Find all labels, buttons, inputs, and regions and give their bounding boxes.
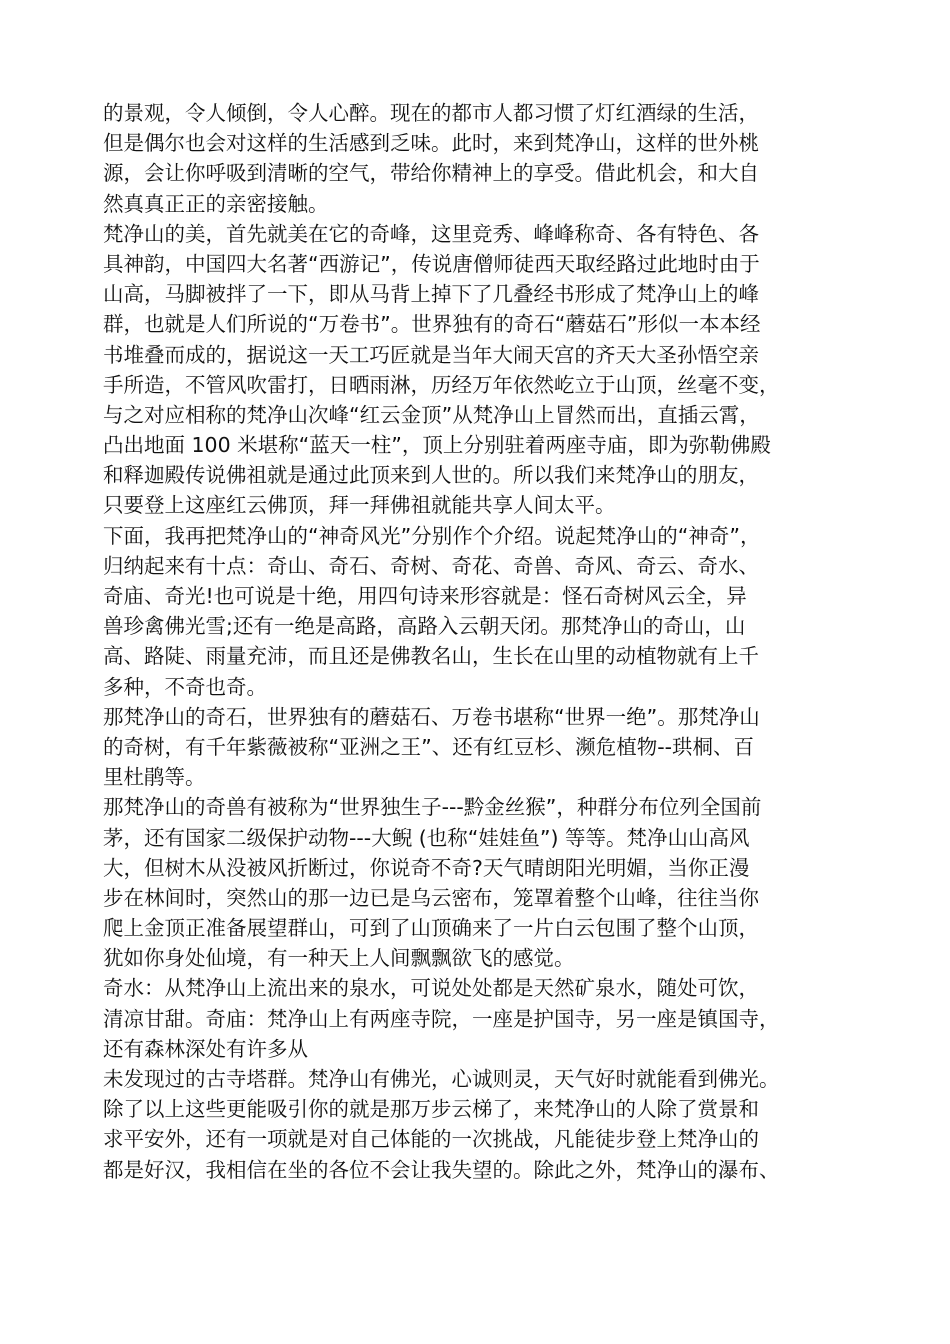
text-line: 但是偶尔也会对这样的生活感到乏味。此时，来到梵净山，这样的世外桃 [103,131,759,156]
text-line: 犹如你身处仙境，有一种天上人间飘飘欲飞的感觉。 [103,946,575,971]
text-line: 爬上金顶正准备展望群山，可到了山顶确来了一片白云包围了整个山顶， [103,916,759,941]
text-line: 大，但树木从没被风折断过，你说奇不奇?天气晴朗阳光明媚，当你正漫 [103,855,750,880]
text-line: 茅，还有国家二级保护动物---大鲵 (也称“娃娃鱼”) 等等。梵净山山高风 [103,825,750,850]
text-line: 具神韵，中国四大名著“西游记”，传说唐僧师徒西天取经路过此地时由于 [103,251,760,276]
text-line: 高、路陡、雨量充沛，而且还是佛教名山，生长在山里的动植物就有上千 [103,644,759,669]
text-line: 的景观，令人倾倒，令人心醉。现在的都市人都习惯了灯红酒绿的生活， [103,101,759,125]
text-line: 清凉甘甜。奇庙：梵净山上有两座寺院，一座是护国寺，另一座是镇国寺， [103,1006,780,1031]
text-line: 步在林间时，突然山的那一边已是乌云密布，笼罩着整个山峰，往往当你 [103,885,759,910]
text-line: 书堆叠而成的，据说这一天工巧匠就是当年大闹天宫的齐天大圣孙悟空亲 [103,342,759,367]
text-line: 那梵净山的奇石，世界独有的蘑菇石、万卷书堪称“世界一绝”。那梵净山 [103,704,760,729]
text-line: 奇庙、奇光!也可说是十绝，用四句诗来形容就是：怪石奇树风云全，异 [103,584,747,608]
text-line: 都是好汉，我相信在坐的各位不会让我失望的。除此之外，梵净山的瀑布、 [103,1157,780,1182]
text-line: 与之对应相称的梵净山次峰“红云金顶”从梵净山上冒然而出，直插云霄， [103,402,760,427]
text-line: 源，会让你呼吸到清晰的空气，带给你精神上的享受。借此机会，和大自 [103,161,759,186]
text-line: 然真真正正的亲密接触。 [103,191,329,216]
text-line: 还有森林深处有许多从 [103,1036,308,1061]
text-line: 那梵净山的奇兽有被称为“世界独生子---黔金丝猴”，种群分布位列全国前 [103,795,762,820]
text-line: 和释迦殿传说佛祖就是通过此顶来到人世的。所以我们来梵净山的朋友， [103,463,759,488]
text-line: 归纳起来有十点：奇山、奇石、奇树、奇花、奇兽、奇风、奇云、奇水、 [103,553,759,578]
text-line: 梵净山的美，首先就美在它的奇峰，这里竞秀、峰峰称奇、各有特色、各 [103,221,759,246]
text-line: 未发现过的古寺塔群。梵净山有佛光，心诚则灵，天气好时就能看到佛光。 [103,1067,780,1091]
text-line: 除了以上这些更能吸引你的就是那万步云梯了，来梵净山的人除了赏景和 [103,1097,759,1122]
text-line: 群，也就是人们所说的“万卷书”。世界独有的奇石“蘑菇石”形似一本本经 [103,312,761,337]
text-line: 下面，我再把梵净山的“神奇风光”分别作个介绍。说起梵净山的“神奇”， [103,523,761,548]
text-line: 求平安外，还有一项就是对自己体能的一次挑战，凡能徒步登上梵净山的 [103,1127,759,1152]
text-line: 奇水：从梵净山上流出来的泉水，可说处处都是天然矿泉水，随处可饮， [103,976,759,1001]
text-line: 的奇树，有千年紫薇被称“亚洲之王”、还有红豆杉、濒危植物--珙桐、百 [103,734,755,759]
text-line: 手所造，不管风吹雷打，日晒雨淋，历经万年依然屹立于山顶，丝毫不变， [103,372,780,397]
text-line: 兽珍禽佛光雪;还有一绝是高路，高路入云朝天闭。那梵净山的奇山，山 [103,614,746,639]
text-line: 里杜鹃等。 [103,765,206,790]
text-line: 多种，不奇也奇。 [103,674,267,699]
text-line: 山高，马脚被拌了一下，即从马背上掉下了几叠经书形成了梵净山上的峰 [103,282,759,307]
text-line: 只要登上这座红云佛顶，拜一拜佛祖就能共享人间太平。 [103,493,616,518]
text-line: 凸出地面 100 米堪称“蓝天一柱”，顶上分别驻着两座寺庙，即为弥勒佛殿 [103,433,771,458]
body-text [103,98,873,1185]
